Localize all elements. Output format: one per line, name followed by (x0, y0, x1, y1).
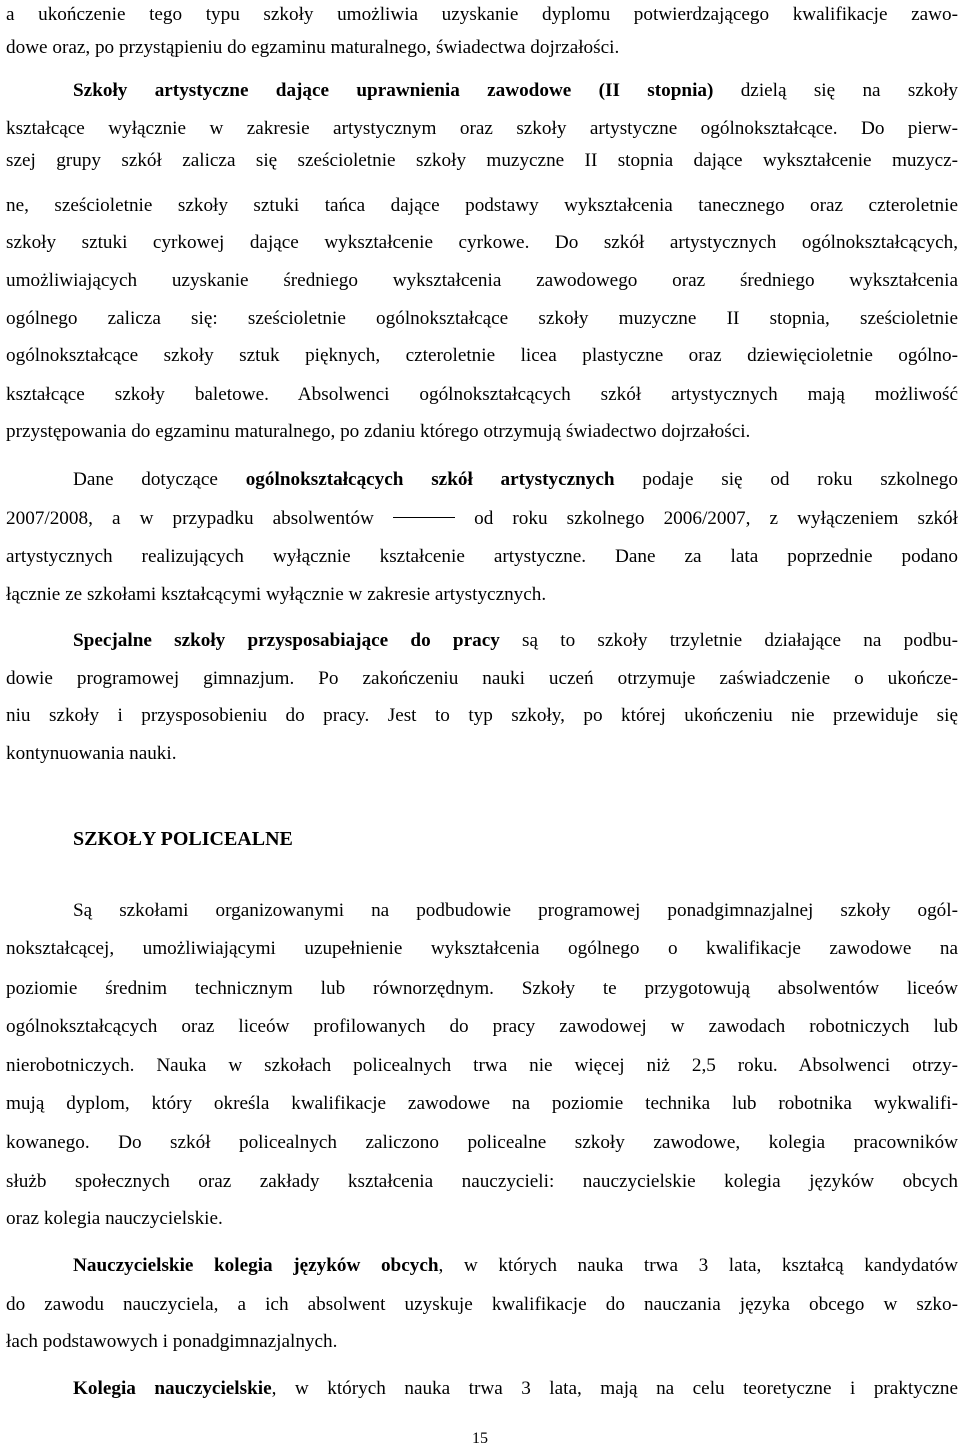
text-line (6, 540, 958, 574)
text-segment: przystępowania do egzaminu maturalnego, po zdaniu którego otrzymują świadectwo dojrzałości. (6, 421, 751, 442)
text-segment: kontynuowania nauki. (6, 743, 177, 764)
text-segment: , w których nauka trwa 3 lata, kształcą kandydatów (438, 1255, 958, 1276)
text-segment: kształcące szkoły baletowe. Absolwenci ogólnokształcących szkół artystycznych mają możliwość (6, 384, 958, 405)
text-segment: Dane dotyczące (73, 469, 246, 490)
text-segment: , w których nauka trwa 3 lata, mają na celu teoretyczne i praktyczne (271, 1378, 958, 1399)
text-line (6, 502, 958, 536)
bold-term: Nauczycielskie kolegia języków obcych (73, 1255, 439, 1276)
text-line (6, 972, 958, 1006)
text-segment: służb społecznych oraz zakłady kształcenia nauczycieli: nauczycielskie kolegia języków obcych (6, 1171, 958, 1192)
text-segment: mują dyplom, który określa kwalifikacje zawodowe na poziomie technika lub robotnika wykwalifi- (6, 1093, 958, 1114)
text-segment: niu szkoły i przysposobieniu do pracy. Jest to typ szkoły, po której ukończeniu nie przewiduje się (6, 705, 958, 726)
text-segment: dowe oraz, po przystąpieniu do egzaminu maturalnego, świadectwa dojrzałości. (6, 37, 620, 58)
text-line (73, 1372, 958, 1406)
text-line (6, 144, 958, 178)
text-line (73, 74, 958, 108)
text-segment: są to szkoły trzyletnie działające na podbu- (499, 630, 958, 651)
text-line (73, 463, 958, 497)
text-segment: nokształcącej, umożliwiającymi uzupełnienie wykształcenia ogólnego o kwalifikacje zawodowe na (6, 938, 958, 959)
text-line (73, 624, 958, 658)
text-line (6, 0, 958, 32)
text-line (6, 1049, 958, 1083)
text-line (6, 1288, 958, 1322)
text-segment: 2007/2008, a w przypadku absolwentów (6, 508, 393, 529)
text-segment: nierobotniczych. Nauka w szkołach policealnych trwa nie więcej niż 2,5 roku. Absolwenci otrzy- (6, 1055, 958, 1076)
text-segment: podaje się od roku szkolnego (614, 469, 958, 490)
text-line (6, 112, 958, 146)
text-segment: oraz kolegia nauczycielskie. (6, 1208, 223, 1229)
text-line (6, 31, 958, 65)
text-segment: dowie programowej gimnazjum. Po zakończeniu nauki uczeń otrzymuje zaświadczenie o ukończe- (6, 668, 958, 689)
text-line (6, 378, 958, 412)
text-segment: szkoły sztuki cyrkowej dające wykształcenie cyrkowe. Do szkół artystycznych ogólnokształcących, (6, 232, 958, 253)
text-line (6, 1165, 958, 1199)
text-segment: od roku szkolnego 2006/2007, z wyłączeniem szkół (455, 508, 958, 529)
text-line (6, 737, 958, 771)
text-segment: szej grupy szkół zalicza się sześcioletnie szkoły muzyczne II stopnia dające wykształcenie muzycz- (6, 150, 958, 171)
text-line (6, 578, 958, 612)
text-line (73, 894, 958, 928)
text-line (6, 226, 958, 260)
bold-term: ogólnokształcących szkół artystycznych (245, 469, 615, 490)
text-segment: a ukończenie tego typu szkoły umożliwia uzyskanie dyplomu potwierdzającego kwalifikacje zawo- (6, 4, 958, 25)
bold-term: Kolegia nauczycielskie (73, 1378, 272, 1399)
text-segment: artystycznych realizujących wyłącznie kształcenie artystyczne. Dane za lata poprzednie podano (6, 546, 958, 567)
text-line (6, 1202, 958, 1236)
text-segment: umożliwiających uzyskanie średniego wykształcenia zawodowego oraz średniego wykształcenia (6, 270, 958, 291)
text-segment: ogólnego zalicza się: sześcioletnie ogólnokształcące szkoły muzyczne II stopnia, sześcioletnie (6, 308, 958, 329)
text-segment: kowanego. Do szkół policealnych zaliczono policealne szkoły zawodowe, kolegia pracowników (6, 1132, 958, 1153)
text-line (73, 1249, 958, 1283)
text-line (6, 339, 958, 373)
text-segment: łach podstawowych i ponadgimnazjalnych. (6, 1331, 338, 1352)
text-line (6, 662, 958, 696)
page-number: 15 (472, 1430, 488, 1447)
text-line (6, 1325, 958, 1359)
text-line (6, 932, 958, 966)
text-segment: Są szkołami organizowanymi na podbudowie programowej ponadgimnazjalnej szkoły ogól- (73, 900, 958, 921)
section-heading: SZKOŁY POLICEALNE (73, 828, 293, 850)
text-segment: poziomie średnim technicznym lub równorzędnym. Szkoły te przygotowują absolwentów liceów (6, 978, 958, 999)
bold-term: Specjalne szkoły przysposabiające do pracy (73, 630, 500, 651)
text-line (6, 699, 958, 733)
text-line (6, 1087, 958, 1121)
text-line (6, 302, 958, 336)
em-dash (393, 517, 455, 518)
text-segment: do zawodu nauczyciela, a ich absolwent uzyskuje kwalifikacje do nauczania języka obcego w szko- (6, 1294, 958, 1315)
text-segment: ne, sześcioletnie szkoły sztuki tańca dające podstawy wykształcenia tanecznego oraz czteroletnie (6, 195, 958, 216)
text-segment: łącznie ze szkołami kształcącymi wyłącznie w zakresie artystycznych. (6, 584, 547, 605)
text-line (6, 1126, 958, 1160)
text-line (6, 415, 958, 449)
text-segment: dzielą się na szkoły (713, 80, 958, 101)
text-line (6, 189, 958, 223)
text-segment: kształcące wyłącznie w zakresie artystycznym oraz szkoły artystyczne ogólnokształcące. Do pierw- (6, 118, 958, 139)
text-segment: ogólnokształcące szkoły sztuk pięknych, czteroletnie licea plastyczne oraz dziewięcioletnie ogólno- (6, 345, 958, 366)
text-line (6, 264, 958, 298)
text-segment: ogólnokształcących oraz liceów profilowanych do pracy zawodowej w zawodach robotniczych lub (6, 1016, 958, 1037)
bold-term: Szkoły artystyczne dające uprawnienia zawodowe (II stopnia) (73, 80, 714, 101)
text-line (6, 1010, 958, 1044)
